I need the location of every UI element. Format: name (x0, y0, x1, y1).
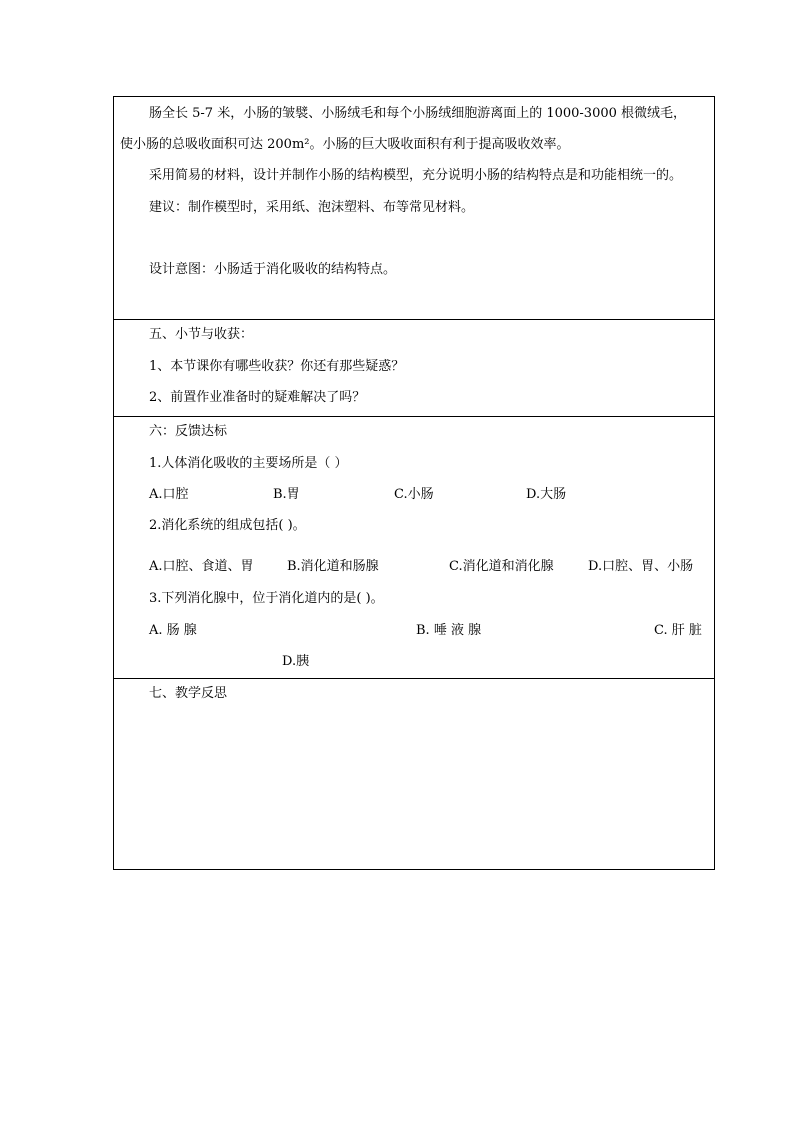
question-2-option-b: B.消化道和肠腺 (287, 559, 379, 574)
intestine-para2: 采用简易的材料，设计并制作小肠的结构模型，充分说明小肠的结构特点是和功能相统一的。 (149, 168, 683, 183)
question-2-option-a: A.口腔、食道、胃 (149, 559, 254, 574)
summary-question-1: 1、本节课你有哪些收获？你还有那些疑惑？ (149, 359, 405, 374)
reflection-section (114, 679, 714, 869)
feedback-section (114, 417, 714, 679)
question-3-option-c: C. 肝 脏 (654, 623, 702, 638)
design-intent: 设计意图：小肠适于消化吸收的结构特点。 (149, 262, 397, 277)
intestine-para1-line2: 使小肠的总吸收面积可达 200m²。小肠的巨大吸收面积有利于提高吸收效率。 (120, 137, 570, 152)
question-1-option-c: C.小肠 (394, 487, 434, 502)
feedback-heading: 六：反馈达标 (149, 424, 228, 439)
reflection-heading: 七、教学反思 (149, 686, 228, 701)
question-2-option-d: D.口腔、胃、小肠 (588, 559, 694, 574)
question-2-stem: 2.消化系统的组成包括( )。 (149, 518, 306, 533)
question-3-option-a: A. 肠 腺 (149, 623, 197, 638)
question-1-option-d: D.大肠 (526, 487, 567, 502)
question-1-option-b: B.胃 (273, 487, 300, 502)
intestine-para3: 建议：制作模型时，采用纸、泡沫塑料、布等常见材料。 (149, 200, 475, 215)
lesson-table (113, 96, 715, 870)
intestine-section (114, 97, 714, 320)
summary-heading: 五、小节与收获： (149, 327, 254, 342)
summary-question-2: 2、前置作业准备时的疑难解决了吗？ (149, 390, 366, 405)
question-3-stem: 3.下列消化腺中，位于消化道内的是( )。 (149, 591, 384, 606)
question-2-option-c: C.消化道和消化腺 (449, 559, 554, 574)
question-1-option-a: A.口腔 (149, 487, 189, 502)
question-3-option-d: D.胰 (282, 654, 310, 669)
intestine-para1-line1: 肠全长 5-7 米，小肠的皱襞、小肠绒毛和每个小肠绒细胞游离面上的 1000-3000 根微绒毛， (149, 106, 687, 121)
question-3-option-b: B. 唾 液 腺 (416, 623, 482, 638)
summary-section (114, 320, 714, 417)
question-1-stem: 1.人体消化吸收的主要场所是（ ） (149, 456, 348, 471)
